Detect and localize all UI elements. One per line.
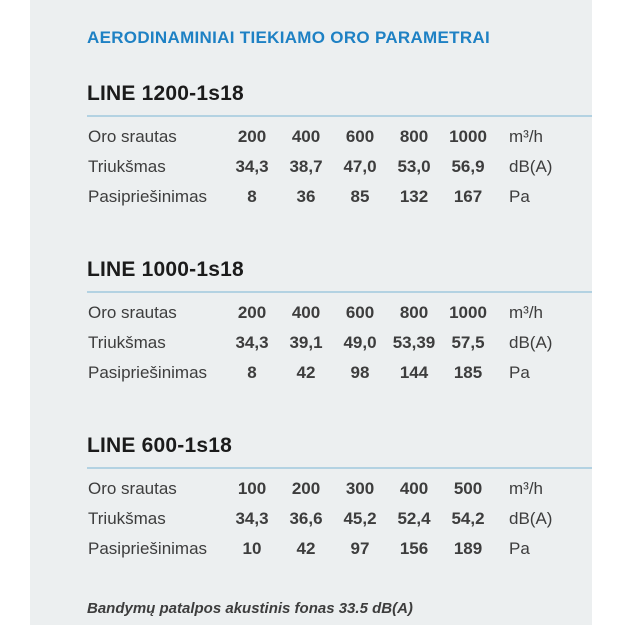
cell-value: 800 [399, 303, 429, 322]
row-label: Oro srautas [88, 127, 177, 146]
section-heading: LINE 1000-1s18 [87, 258, 244, 281]
table-row [87, 474, 553, 504]
row-label: Triukšmas [88, 157, 166, 176]
section-divider [87, 291, 592, 293]
cell-value: 100 [237, 479, 267, 498]
cell-value: 300 [345, 479, 375, 498]
row-label: Pasipriešinimas [88, 363, 208, 382]
footnote: Bandymų patalpos akustinis fonas 33.5 dB(A) [87, 600, 413, 617]
cell-value: 97 [350, 539, 370, 558]
cell-value: 53,39 [392, 333, 436, 352]
section-heading: LINE 1200-1s18 [87, 82, 244, 105]
cell-value: 42 [296, 539, 316, 558]
cell-value: 185 [453, 363, 483, 382]
cell-value: 600 [345, 127, 375, 146]
cell-value: 144 [399, 363, 429, 382]
cell-value: 47,0 [343, 157, 377, 176]
cell-value: 200 [237, 127, 267, 146]
row-unit: Pa [509, 363, 530, 382]
row-label: Oro srautas [88, 479, 177, 498]
section-heading: LINE 600-1s18 [87, 434, 233, 457]
cell-value: 500 [453, 479, 483, 498]
cell-value: 156 [399, 539, 429, 558]
section-divider [87, 115, 592, 117]
table-row [87, 358, 553, 388]
cell-value: 36 [296, 187, 316, 206]
cell-value: 57,5 [451, 333, 485, 352]
cell-value: 98 [350, 363, 370, 382]
cell-value: 38,7 [289, 157, 323, 176]
cell-value: 34,3 [235, 157, 269, 176]
row-label: Triukšmas [88, 333, 166, 352]
row-label: Oro srautas [88, 303, 177, 322]
row-unit: m³/h [509, 479, 543, 498]
parameter-table [87, 298, 553, 388]
table-row [87, 534, 553, 564]
section-line-600-1s18 [87, 434, 592, 564]
section-line-1200-1s18 [87, 82, 592, 212]
row-unit: Pa [509, 187, 530, 206]
cell-value: 39,1 [289, 333, 323, 352]
cell-value: 167 [453, 187, 483, 206]
parameter-table [87, 122, 553, 212]
row-unit: dB(A) [509, 333, 553, 352]
table-row [87, 504, 553, 534]
cell-value: 800 [399, 127, 429, 146]
datasheet-content [30, 0, 592, 617]
cell-value: 54,2 [451, 509, 485, 528]
cell-value: 400 [399, 479, 429, 498]
cell-value: 8 [247, 187, 257, 206]
table-row [87, 328, 553, 358]
section-line-1000-1s18 [87, 258, 592, 388]
cell-value: 34,3 [235, 333, 269, 352]
cell-value: 400 [291, 127, 321, 146]
section-divider [87, 467, 592, 469]
row-unit: m³/h [509, 127, 543, 146]
row-label: Pasipriešinimas [88, 539, 208, 558]
cell-value: 1000 [449, 127, 487, 146]
table-row [87, 152, 553, 182]
cell-value: 1000 [449, 303, 487, 322]
cell-value: 189 [453, 539, 483, 558]
cell-value: 400 [291, 303, 321, 322]
cell-value: 49,0 [343, 333, 377, 352]
cell-value: 34,3 [235, 509, 269, 528]
table-row [87, 298, 553, 328]
cell-value: 56,9 [451, 157, 485, 176]
cell-value: 8 [247, 363, 257, 382]
row-unit: dB(A) [509, 157, 553, 176]
cell-value: 200 [237, 303, 267, 322]
cell-value: 36,6 [289, 509, 323, 528]
datasheet-panel [30, 0, 592, 625]
row-unit: m³/h [509, 303, 543, 322]
row-label: Triukšmas [88, 509, 166, 528]
cell-value: 45,2 [343, 509, 377, 528]
row-unit: dB(A) [509, 509, 553, 528]
cell-value: 42 [296, 363, 316, 382]
cell-value: 10 [242, 539, 262, 558]
page-title: AERODINAMINIAI TIEKIAMO ORO PARAMETRAI [87, 28, 491, 47]
parameter-table [87, 474, 553, 564]
table-row [87, 182, 553, 212]
row-label: Pasipriešinimas [88, 187, 208, 206]
cell-value: 53,0 [397, 157, 431, 176]
cell-value: 600 [345, 303, 375, 322]
cell-value: 52,4 [397, 509, 431, 528]
cell-value: 200 [291, 479, 321, 498]
cell-value: 85 [350, 187, 370, 206]
row-unit: Pa [509, 539, 530, 558]
cell-value: 132 [399, 187, 429, 206]
table-row [87, 122, 553, 152]
